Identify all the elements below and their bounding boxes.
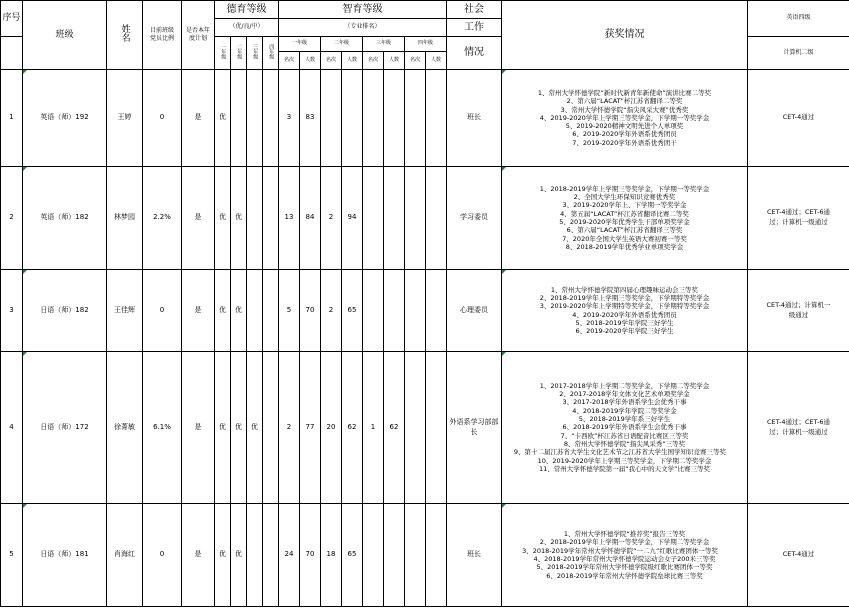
award-line: 4、2018-2019学年常州大学怀德学院运动会女子200米三等奖 (533, 555, 716, 563)
cell-intel-y3-count: 62 (384, 352, 405, 504)
award-line: 1、常州大学怀德学院“新时代新青年新使命”演讲比赛二等奖 (537, 88, 712, 97)
cell-name: 林梦园 (107, 167, 143, 270)
cell-social: 学习委员 (447, 167, 502, 270)
award-line: 6、2018-2019学年常州大学怀德学院垒球比赛三等奖 (546, 571, 703, 580)
header-intel-sub: （专业排名） (279, 19, 447, 37)
award-line: 5、2019-2020精神文明先进个人单项奖 (565, 122, 684, 131)
cell-social: 心理委员 (447, 270, 502, 352)
cell-party-ratio: 2.2% (143, 167, 182, 270)
cell-moral-y3 (247, 270, 263, 352)
cert-line: 级通过 (788, 310, 809, 319)
cell-moral-y3 (247, 504, 263, 607)
cert-line: CET-4通过；CET-6通 (766, 208, 830, 217)
award-line: 7、“卡西欧”杯江苏省日语配音比赛区三等奖 (560, 431, 689, 440)
header-social-3: 情况 (447, 37, 502, 70)
header-moral-year-1 (215, 37, 231, 70)
award-line: 6、2019-2020学年外语系优秀团员 (572, 130, 677, 139)
cell-cert (748, 167, 849, 270)
award-line: 1、常州大学怀德学院第四届心理趣味运动会三等奖 (550, 285, 699, 294)
header-intel-year-1: 一年级 (279, 37, 321, 52)
cell-class: 日语（师）181 (23, 504, 107, 607)
cell-cert (748, 352, 849, 504)
cell-intel-y3-rank (363, 167, 384, 270)
award-line: 9、第十二届江苏省大学生文化艺术节之江苏省大学生国学知识竞赛三等奖 (513, 448, 727, 457)
cell-intel-y3-count (384, 167, 405, 270)
moral-year-2-text: 二年级 (236, 44, 243, 60)
cell-intel-y4-rank (405, 167, 426, 270)
header-rank: 名次 (321, 52, 342, 70)
cell-intel-y1-count: 70 (300, 270, 321, 352)
award-line: 11、常州大学怀德学院第一届“我心中的天文学”比赛三等奖 (538, 464, 710, 473)
header-class: 班级 (23, 1, 107, 70)
cell-intel-y2-count: 65 (342, 270, 363, 352)
award-line: 2、2017-2018学年文体文化艺术单项奖学金 (559, 390, 690, 399)
header-count: 人数 (300, 52, 321, 70)
cell-moral-y3: 优 (247, 352, 263, 504)
header-awards: 获奖情况 (502, 1, 748, 70)
table-row (1, 167, 849, 270)
cell-intel-y1-rank: 13 (279, 167, 300, 270)
award-line: 3、2019-2020学年上、下学期一等奖学金 (562, 201, 687, 210)
cell-intel-y2-rank: 2 (321, 167, 342, 270)
cell-moral-y2: 优 (231, 167, 247, 270)
cell-intel-y4-rank (405, 70, 426, 167)
award-line: 3、2019-2020学年上学期特等奖学金，下学期特等奖学金 (539, 302, 710, 311)
cell-moral-y1: 优 (215, 70, 231, 167)
cell-annual-plan: 是 (182, 504, 215, 607)
cell-intel-y4-count (426, 504, 447, 607)
award-line: 2、第六届“LACAT”杯江苏省翻译二等奖 (566, 97, 683, 106)
header-moral-year-2 (231, 37, 247, 70)
header-rank: 名次 (405, 52, 426, 70)
award-line: 1、常州大学怀德学院“推荐奖”报告三等奖 (563, 530, 686, 539)
cell-intel-y4-rank (405, 504, 426, 607)
cell-awards (502, 167, 748, 270)
cell-moral-y4 (263, 270, 279, 352)
cell-annual-plan: 是 (182, 352, 215, 504)
cell-intel-y1-rank: 24 (279, 504, 300, 607)
cell-moral-y2: 优 (231, 504, 247, 607)
header-intel-year-4: 四年级 (405, 37, 447, 52)
moral-year-3-text: 三年级 (252, 44, 259, 60)
header-rank: 名次 (279, 52, 300, 70)
cell-intel-y4-rank (405, 270, 426, 352)
award-line: 2、全国大学生环保知识竞赛优秀奖 (573, 193, 676, 202)
moral-year-1-text: 一年级 (220, 44, 227, 60)
award-line: 6、2018-2019学年外语系学生会优秀干事 (562, 423, 687, 432)
header-count: 人数 (426, 52, 447, 70)
award-line: 5、2019-2020学年优秀学生干部单项奖学金 (559, 218, 690, 226)
cell-moral-y1: 优 (215, 270, 231, 352)
cell-annual-plan: 是 (182, 270, 215, 352)
cell-moral-y1: 优 (215, 352, 231, 504)
award-line: 6、第六届“LACAT”杯江苏省翻译三等奖 (566, 226, 683, 235)
award-line: 7、2020年全国大学生英语大赛初赛一等奖 (562, 234, 687, 243)
cell-intel-y2-rank: 20 (321, 352, 342, 504)
cert-line: CET-4通过；计算机一 (766, 300, 831, 309)
award-line: 1、2017-2018学年上学期二等奖学金，下学期二等奖学金 (539, 381, 710, 390)
header-name (107, 1, 143, 70)
cell-name: 徐菁敏 (107, 352, 143, 504)
cell-intel-y1-count: 84 (300, 167, 321, 270)
cell-awards (502, 270, 748, 352)
header-social-1: 社会 (447, 1, 502, 19)
cell-intel-y3-rank (363, 270, 384, 352)
award-line: 4、2019-2020学年外语系优秀团员 (572, 310, 677, 319)
cell-annual-plan: 是 (182, 70, 215, 167)
cell-class: 日语（师）172 (23, 352, 107, 504)
cell-intel-y4-count (426, 70, 447, 167)
header-intel-year-2: 二年级 (321, 37, 363, 52)
cell-intel-y4-rank (405, 352, 426, 504)
cell-party-ratio: 0 (143, 270, 182, 352)
header-count: 人数 (342, 52, 363, 70)
cell-moral-y2: 优 (231, 352, 247, 504)
cell-intel-y2-count (342, 70, 363, 167)
cert-line: CET-4通过；CET-6通 (766, 417, 830, 426)
cell-awards (502, 70, 748, 167)
cell-moral-y4 (263, 352, 279, 504)
award-line: 10、2019-2020学年上学期三等奖学金，下学期二等奖学金 (537, 456, 712, 465)
cell-moral-y1: 优 (215, 504, 231, 607)
cell-class: 英语（师）192 (23, 70, 107, 167)
award-line: 1、2018-2019学年上学期三等奖学金，下学期一等奖学金 (539, 184, 710, 193)
cell-cert (748, 70, 849, 167)
cell-intel-y3-count (384, 270, 405, 352)
cell-moral-y2 (231, 70, 247, 167)
cell-intel-y4-count (426, 167, 447, 270)
header-intel-year-3: 三年级 (363, 37, 405, 52)
header-count: 人数 (384, 52, 405, 70)
header-moral-year-4 (263, 37, 279, 70)
cell-moral-y3 (247, 70, 263, 167)
cell-annual-plan: 是 (182, 167, 215, 270)
cell-intel-y3-count (384, 504, 405, 607)
cell-seq: 4 (1, 352, 23, 504)
table-row (1, 70, 849, 167)
cell-moral-y4 (263, 70, 279, 167)
cell-moral-y4 (263, 504, 279, 607)
cert-line: 过；计算机一级通过 (769, 218, 828, 226)
header-moral-sub: （优/良/中） (215, 19, 279, 37)
cell-party-ratio: 0 (143, 504, 182, 607)
table-row (1, 352, 849, 504)
cell-intel-y2-count: 65 (342, 504, 363, 607)
cell-intel-y1-rank: 3 (279, 70, 300, 167)
cell-intel-y1-count: 70 (300, 504, 321, 607)
award-line: 4、第五届“LACAT”杯江苏省翻译比赛二等奖 (560, 209, 689, 218)
cell-class: 日语（师）182 (23, 270, 107, 352)
award-line: 4、2019-2020学年上学期三等奖学金，下学期一等奖学金 (539, 113, 710, 122)
cell-social: 班长 (447, 70, 502, 167)
cell-intel-y3-rank (363, 504, 384, 607)
cell-intel-y4-count (426, 270, 447, 352)
header-social-2: 工作 (447, 19, 502, 37)
table-row (1, 270, 849, 352)
header-cet: 英语四级 (748, 1, 849, 37)
header-name-text: 姓名 (119, 23, 130, 42)
cell-name: 王佳辉 (107, 270, 143, 352)
cell-intel-y3-rank (363, 70, 384, 167)
award-line: 6、2019-2020学年学院三好学生 (575, 327, 674, 336)
cell-seq: 2 (1, 167, 23, 270)
cell-intel-y1-count: 83 (300, 70, 321, 167)
cell-party-ratio: 6.1% (143, 352, 182, 504)
cell-intel-y3-rank: 1 (363, 352, 384, 504)
award-line: 7、2019-2020学年外语系优秀团干 (572, 138, 677, 147)
cell-intel-y2-count: 62 (342, 352, 363, 504)
header-moral-year-3 (247, 37, 263, 70)
header-intel-title: 智育等级 (279, 1, 447, 19)
award-line: 5、2018-2019学年系三好学生 (578, 415, 671, 424)
header-party-ratio: 目前班级党员比例 (143, 1, 182, 70)
cert-line: 过；计算机一级通过 (769, 427, 828, 436)
header-seq-blank (1, 37, 23, 70)
award-line: 2、2018-2019学年上学期三等奖学金，下学期特等奖学金 (539, 293, 710, 302)
award-line: 5、2018-2019学年常州大学怀德学院级红歌比赛团体一等奖 (536, 563, 713, 572)
cell-intel-y1-rank: 5 (279, 270, 300, 352)
cell-cert (748, 504, 849, 607)
cell-intel-y4-count (426, 352, 447, 504)
cell-moral-y1: 优 (215, 167, 231, 270)
cell-class: 英语（师）182 (23, 167, 107, 270)
cell-intel-y1-count: 77 (300, 352, 321, 504)
header-annual-plan: 是否本年度计划 (182, 1, 215, 70)
cell-intel-y2-count: 94 (342, 167, 363, 270)
cell-awards (502, 352, 748, 504)
header-moral-title: 德育等级 (215, 1, 279, 19)
award-line: 8、常州大学怀德学院“指尖风采秀”三等奖 (563, 439, 686, 448)
cell-social: 外语系学习部部长 (447, 352, 502, 504)
header-computer: 计算机二级 (748, 37, 849, 70)
award-line: 5、2018-2019学年学院三好学生 (575, 318, 674, 327)
award-line: 3、2017-2018学年外语系学生会优秀干事 (562, 398, 687, 407)
cell-party-ratio: 0 (143, 70, 182, 167)
cell-seq: 5 (1, 504, 23, 607)
moral-year-4-text: 四年级 (268, 44, 275, 60)
award-line: 2、2018-2019学年上学期一等奖学金，下学期二等奖学金 (539, 538, 710, 547)
cell-moral-y4 (263, 167, 279, 270)
cell-seq: 3 (1, 270, 23, 352)
cell-moral-y2: 优 (231, 270, 247, 352)
cell-intel-y2-rank: 2 (321, 270, 342, 352)
cell-intel-y2-rank (321, 70, 342, 167)
cell-awards (502, 504, 748, 607)
cell-social: 班长 (447, 504, 502, 607)
cell-seq: 1 (1, 70, 23, 167)
cert-line: CET-4通过 (782, 550, 815, 559)
table-row (1, 504, 849, 607)
cert-line: CET-4通过 (782, 113, 815, 122)
cell-intel-y2-rank: 18 (321, 504, 342, 607)
cell-intel-y1-rank: 2 (279, 352, 300, 504)
award-line: 4、2018-2019学年学院二等奖学金 (572, 406, 677, 415)
award-line: 3、常州大学怀德学院“指尖风采大赛”优秀奖 (560, 105, 689, 114)
header-rank: 名次 (363, 52, 384, 70)
cell-name: 王婷 (107, 70, 143, 167)
cell-intel-y3-count (384, 70, 405, 167)
header-seq: 序号 (1, 1, 23, 37)
award-line: 3、2018-2019学年常州大学怀德学院“一二九”红歌比赛团体一等奖 (522, 546, 718, 555)
award-line: 8、2018-2019学年优秀学业单项奖学金 (565, 242, 684, 251)
cell-moral-y3 (247, 167, 263, 270)
cell-name: 肖海红 (107, 504, 143, 607)
cell-cert (748, 270, 849, 352)
